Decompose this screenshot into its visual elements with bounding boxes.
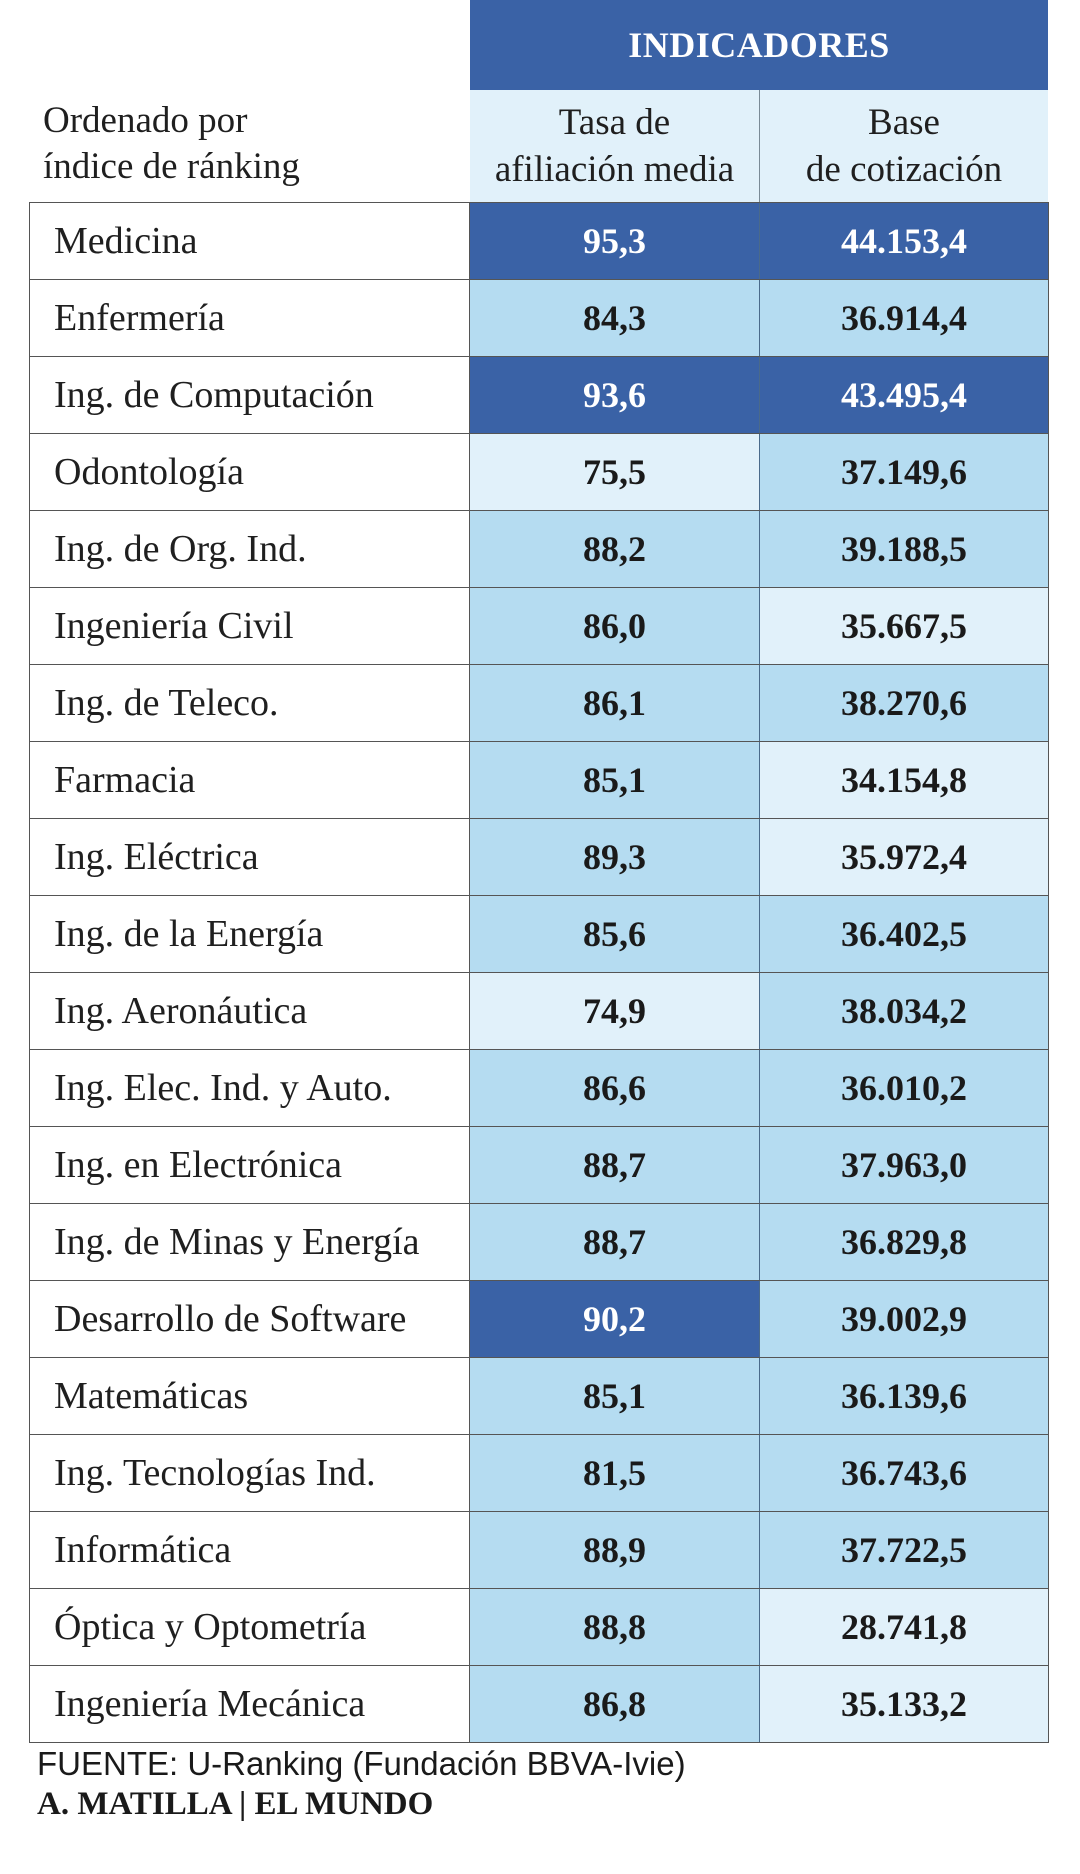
base-cotizacion-value: 35.972,4 (760, 819, 1049, 895)
tasa-afiliacion-value: 85,1 (470, 742, 760, 818)
tasa-afiliacion-value: 85,1 (470, 1358, 760, 1434)
tasa-afiliacion-value: 81,5 (470, 1435, 760, 1511)
tasa-afiliacion-value: 95,3 (470, 203, 760, 279)
tasa-afiliacion-value: 86,1 (470, 665, 760, 741)
tasa-afiliacion-value: 90,2 (470, 1281, 760, 1357)
base-cotizacion-value: 36.914,4 (760, 280, 1049, 356)
table-row (30, 510, 1049, 587)
ranking-table (29, 202, 1049, 1743)
tasa-afiliacion-value: 86,0 (470, 588, 760, 664)
base-cotizacion-value: 39.188,5 (760, 511, 1049, 587)
degree-name: Ing. de Teleco. (30, 665, 470, 741)
column-header-base-line1: Base (868, 102, 940, 143)
degree-name: Ing. Elec. Ind. y Auto. (30, 1050, 470, 1126)
column-header-base-line2: de cotización (805, 149, 1003, 190)
base-cotizacion-value: 34.154,8 (760, 742, 1049, 818)
base-cotizacion-value: 43.495,4 (760, 357, 1049, 433)
table-row (30, 587, 1049, 664)
table-row (30, 1511, 1049, 1588)
degree-name: Ing. en Electrónica (30, 1127, 470, 1203)
degree-name: Informática (30, 1512, 470, 1588)
tasa-afiliacion-value: 85,6 (470, 896, 760, 972)
tasa-afiliacion-value: 93,6 (470, 357, 760, 433)
source-note: FUENTE: U-Ranking (Fundación BBVA-Ivie) (37, 1745, 686, 1782)
base-cotizacion-value: 44.153,4 (760, 203, 1049, 279)
table-row (30, 1049, 1049, 1126)
degree-name: Ing. Tecnologías Ind. (30, 1435, 470, 1511)
tasa-afiliacion-value: 74,9 (470, 973, 760, 1049)
degree-name: Ing. Eléctrica (30, 819, 470, 895)
table-row (30, 1126, 1049, 1203)
degree-name: Ingeniería Civil (30, 588, 470, 664)
base-cotizacion-value: 28.741,8 (760, 1589, 1049, 1665)
table-row (30, 741, 1049, 818)
table-row (30, 202, 1049, 279)
base-cotizacion-value: 36.402,5 (760, 896, 1049, 972)
base-cotizacion-value: 37.722,5 (760, 1512, 1049, 1588)
base-cotizacion-value: 36.743,6 (760, 1435, 1049, 1511)
degree-name: Ing. de la Energía (30, 896, 470, 972)
tasa-afiliacion-value: 88,8 (470, 1589, 760, 1665)
base-cotizacion-value: 36.139,6 (760, 1358, 1049, 1434)
table-row (30, 279, 1049, 356)
degree-name: Desarrollo de Software (30, 1281, 470, 1357)
tasa-afiliacion-value: 75,5 (470, 434, 760, 510)
table-row (30, 1665, 1049, 1742)
degree-name: Matemáticas (30, 1358, 470, 1434)
column-header-base (760, 90, 1048, 202)
tasa-afiliacion-value: 89,3 (470, 819, 760, 895)
tasa-afiliacion-value: 84,3 (470, 280, 760, 356)
tasa-afiliacion-value: 88,2 (470, 511, 760, 587)
degree-name: Enfermería (30, 280, 470, 356)
table-row (30, 433, 1049, 510)
table-row (30, 1434, 1049, 1511)
degree-name: Óptica y Optometría (30, 1589, 470, 1665)
base-cotizacion-value: 36.829,8 (760, 1204, 1049, 1280)
column-header-tasa-line2: afiliación media (494, 149, 735, 190)
base-cotizacion-value: 35.133,2 (760, 1666, 1049, 1742)
table-row (30, 1203, 1049, 1280)
tasa-afiliacion-value: 86,6 (470, 1050, 760, 1126)
base-cotizacion-value: 38.034,2 (760, 973, 1049, 1049)
column-header-tasa-line1: Tasa de (558, 102, 671, 143)
indicators-header: INDICADORES (470, 0, 1048, 90)
tasa-afiliacion-value: 88,7 (470, 1204, 760, 1280)
column-header-tasa (470, 90, 760, 202)
tasa-afiliacion-value: 86,8 (470, 1666, 760, 1742)
tasa-afiliacion-value: 88,9 (470, 1512, 760, 1588)
base-cotizacion-value: 38.270,6 (760, 665, 1049, 741)
table-row (30, 1357, 1049, 1434)
table-row (30, 356, 1049, 433)
sort-label-line2: índice de ránking (43, 146, 300, 187)
base-cotizacion-value: 36.010,2 (760, 1050, 1049, 1126)
table-row (30, 895, 1049, 972)
base-cotizacion-value: 37.149,6 (760, 434, 1049, 510)
degree-name: Ing. de Org. Ind. (30, 511, 470, 587)
base-cotizacion-value: 35.667,5 (760, 588, 1049, 664)
sort-label-line1: Ordenado por (43, 100, 248, 141)
degree-name: Medicina (30, 203, 470, 279)
degree-name: Farmacia (30, 742, 470, 818)
base-cotizacion-value: 37.963,0 (760, 1127, 1049, 1203)
degree-name: Ing. de Computación (30, 357, 470, 433)
degree-name: Odontología (30, 434, 470, 510)
table-row (30, 1588, 1049, 1665)
table-row (30, 1280, 1049, 1357)
degree-name: Ing. Aeronáutica (30, 973, 470, 1049)
footer (37, 1744, 686, 1824)
sort-label (43, 98, 463, 190)
degree-name: Ing. de Minas y Energía (30, 1204, 470, 1280)
credit-line: A. MATILLA | EL MUNDO (37, 1786, 434, 1822)
table-row (30, 972, 1049, 1049)
table-row (30, 664, 1049, 741)
base-cotizacion-value: 39.002,9 (760, 1281, 1049, 1357)
tasa-afiliacion-value: 88,7 (470, 1127, 760, 1203)
table-row (30, 818, 1049, 895)
degree-name: Ingeniería Mecánica (30, 1666, 470, 1742)
